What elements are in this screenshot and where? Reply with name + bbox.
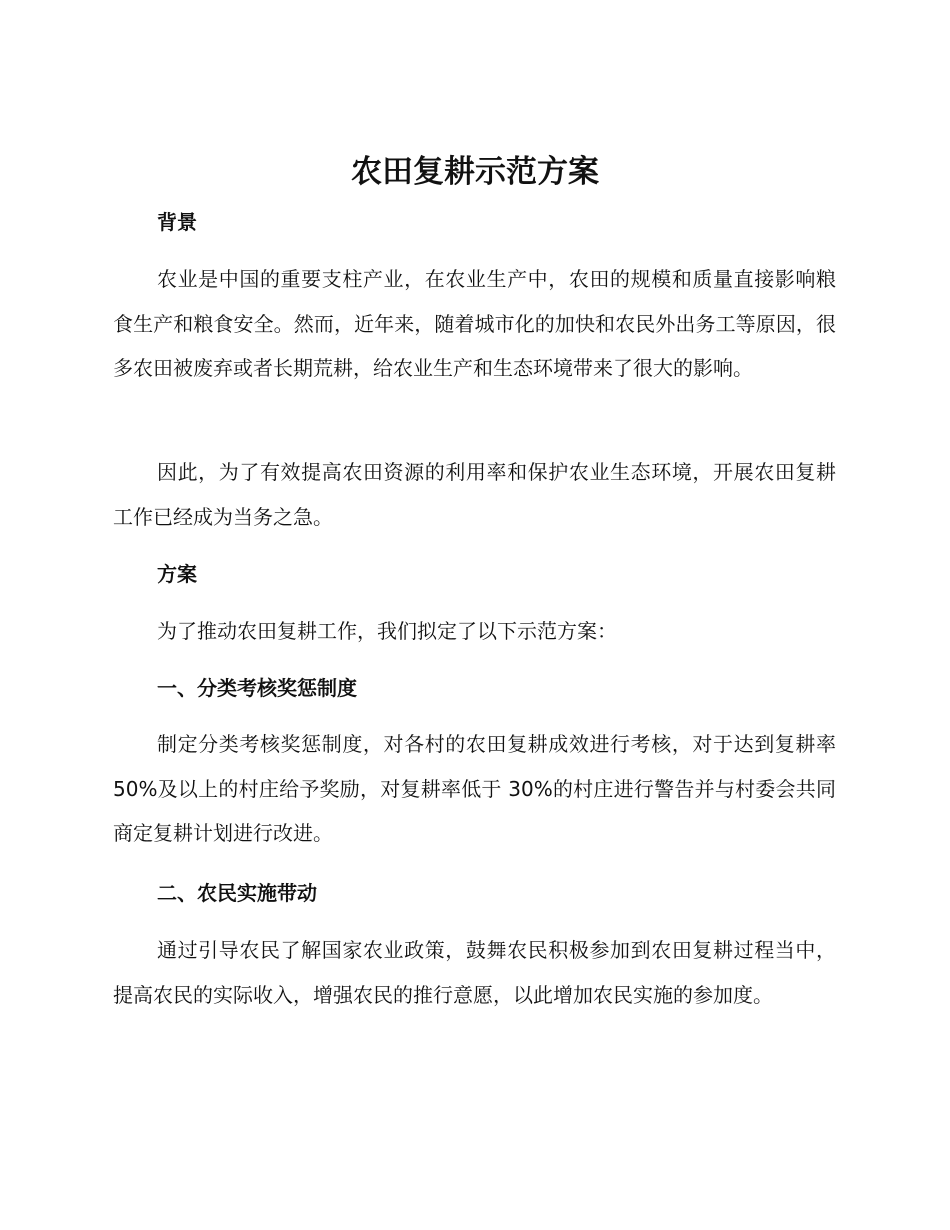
subheading-item-2: 二、农民实施带动 [157,881,317,905]
paragraph-background-1: 农业是中国的重要支柱产业，在农业生产中，农田的规模和质量直接影响粮食生产和粮食安全。然而，近年来，随着城市化的加快和农民外出务工等原因，很多农田被废弃或者长期荒耕，给农业生产和生态环境带来了很大的影响。 [113,267,836,381]
paragraph-item-1: 制定分类考核奖惩制度，对各村的农田复耕成效进行考核，对于达到复耕率 50%及以上的村庄给予奖励，对复耕率低于 30%的村庄进行警告并与村委会共同商定复耕计划进行改进。 [113,732,836,846]
paragraph-plan-intro: 为了推动农田复耕工作，我们拟定了以下示范方案： [157,619,617,643]
document-title: 农田复耕示范方案 [351,154,599,190]
section-heading-plan: 方案 [157,562,197,586]
paragraph-item-2: 通过引导农民了解国家农业政策，鼓舞农民积极参加到农田复耕过程当中，提高农民的实际收入，增强农民的推行意愿，以此增加农民实施的参加度。 [113,938,836,1007]
paragraph-background-2: 因此，为了有效提高农田资源的利用率和保护农业生态环境，开展农田复耕工作已经成为当务之急。 [113,460,836,529]
subheading-item-1: 一、分类考核奖惩制度 [157,676,357,700]
section-heading-background: 背景 [157,210,197,234]
